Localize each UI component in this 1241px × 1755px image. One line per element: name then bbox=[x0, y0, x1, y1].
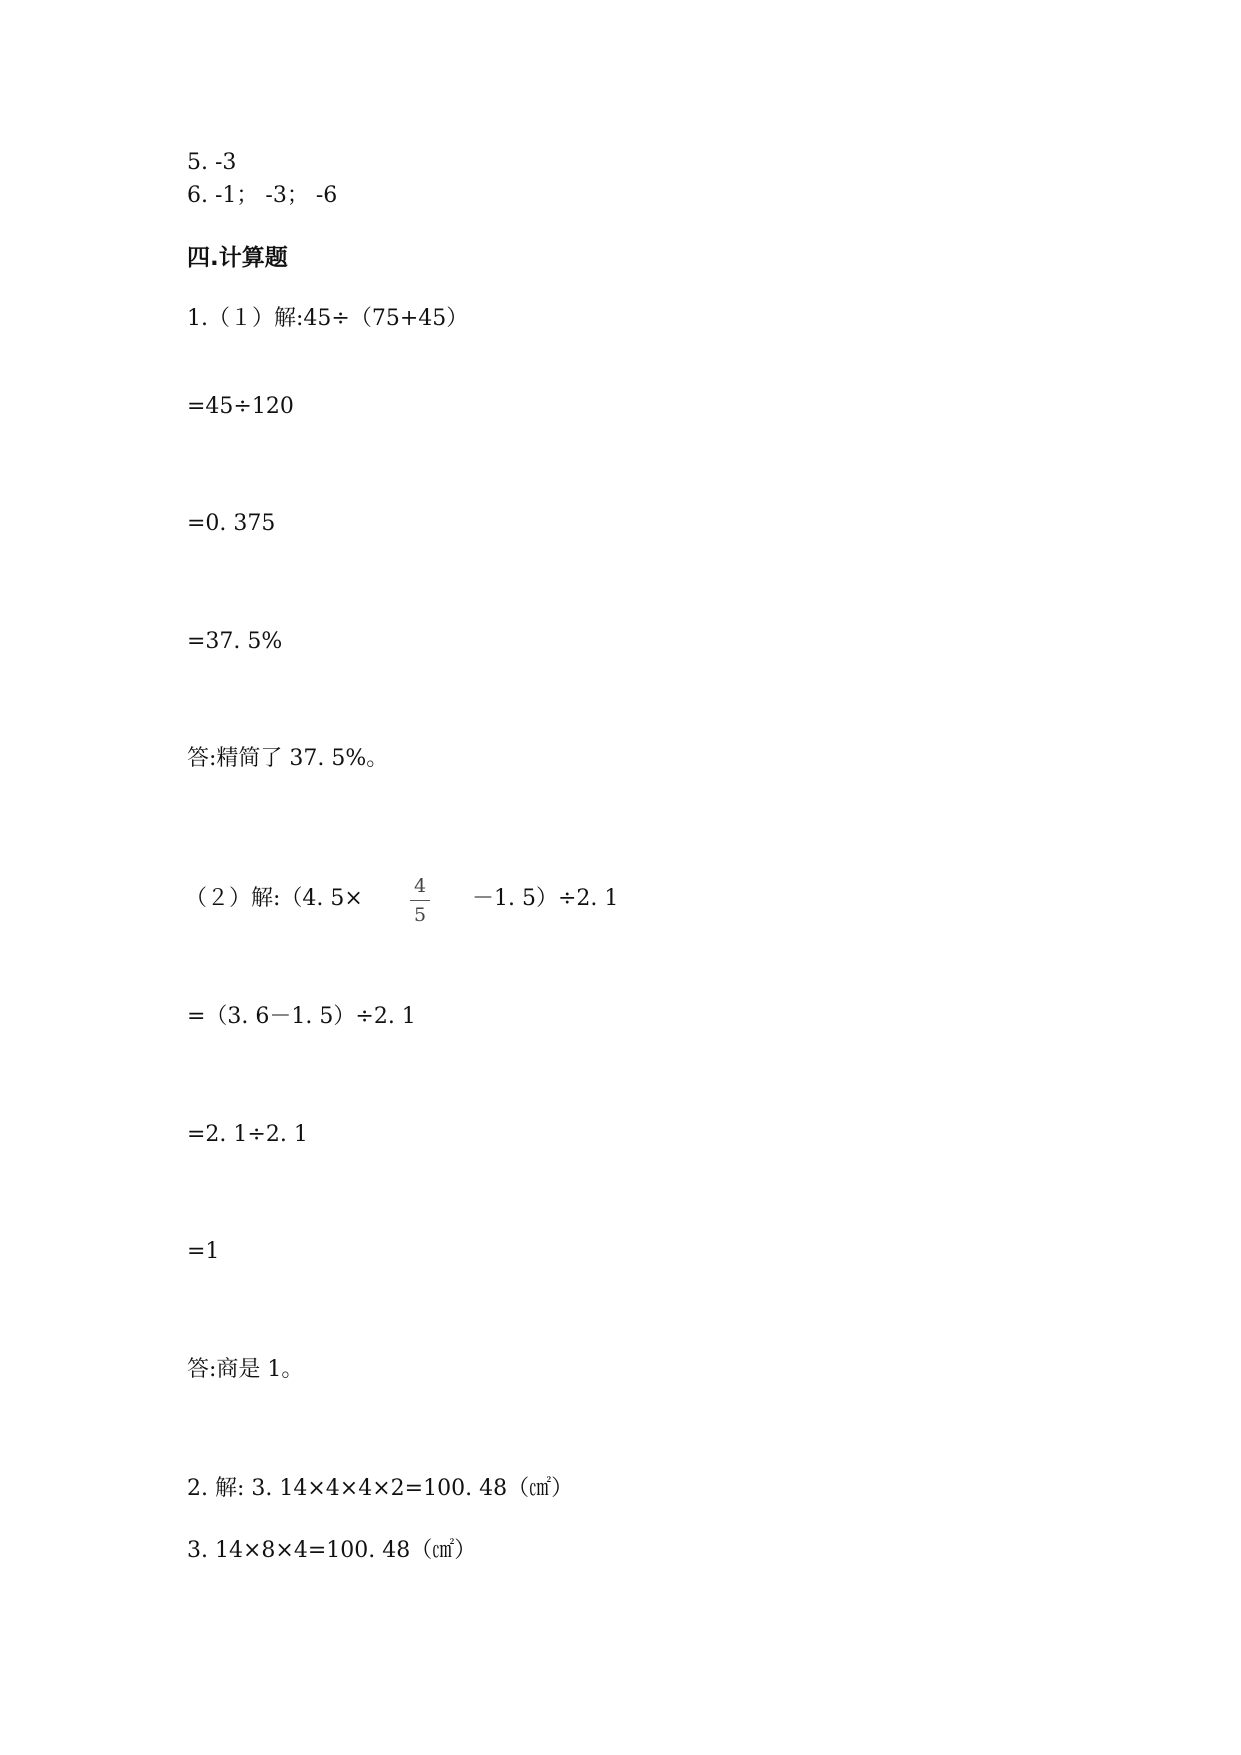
q1-part1-answer: 答:精简了 37. 5%。 bbox=[187, 746, 389, 771]
fraction-denominator: 5 bbox=[413, 904, 427, 926]
q1-part2-step2: =2. 1÷2. 1 bbox=[187, 1122, 308, 1147]
fraction bbox=[408, 875, 432, 926]
q1-part2-step3: =1 bbox=[187, 1239, 220, 1264]
q1-part2-question-prefix: （２）解:（4. 5× bbox=[185, 886, 363, 911]
answer-line-5: 5. -3 bbox=[187, 150, 237, 175]
q1-part2-answer: 答:商是 1。 bbox=[187, 1357, 304, 1382]
q1-part2-question-suffix: －1. 5）÷2. 1 bbox=[472, 886, 619, 911]
answer-line-6: 6. -1； -3； -6 bbox=[187, 183, 338, 208]
fraction-bar bbox=[410, 900, 430, 901]
q2-solution-line1: 2. 解: 3. 14×4×4×2=100. 48（㎠） bbox=[187, 1476, 574, 1501]
fraction-numerator: 4 bbox=[413, 875, 427, 897]
section-title: 四.计算题 bbox=[187, 245, 288, 271]
q2-solution-line2: 3. 14×8×4=100. 48（㎠） bbox=[187, 1538, 477, 1563]
q1-part1-step3: =37. 5% bbox=[187, 629, 283, 654]
q1-part1-question: 1.（１）解:45÷（75+45） bbox=[187, 306, 469, 331]
q1-part1-step1: =45÷120 bbox=[187, 394, 294, 419]
q1-part2-step1: =（3. 6－1. 5）÷2. 1 bbox=[187, 1004, 416, 1029]
q1-part1-step2: =0. 375 bbox=[187, 511, 276, 536]
